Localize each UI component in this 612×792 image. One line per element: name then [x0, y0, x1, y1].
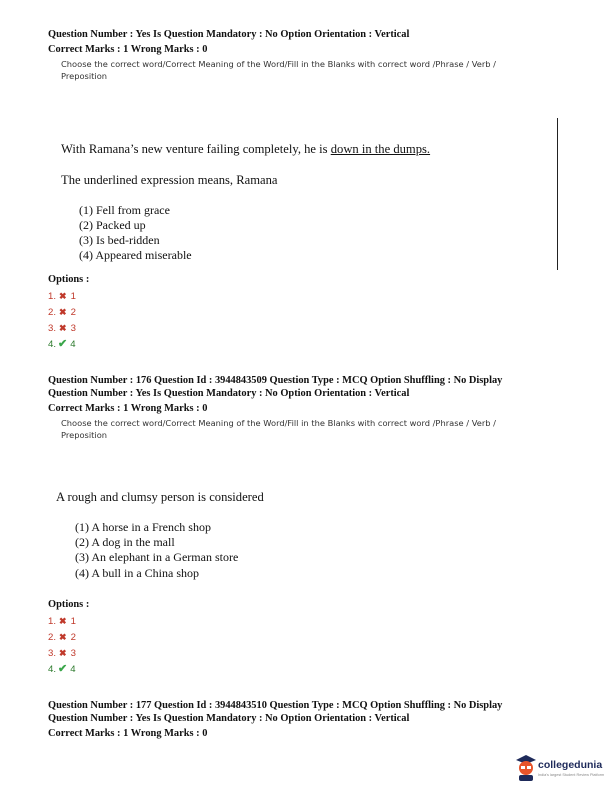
question-meta-line-2: Question Number : Yes Is Question Mandatory : No Option Orientation : Vertical [48, 388, 410, 399]
options-label: Options : [48, 599, 90, 610]
choice-1: (1) A horse in a French shop [75, 520, 211, 534]
choice-1: (1) Fell from grace [79, 203, 170, 217]
cross-icon: ✖ [59, 616, 67, 626]
marks-line: Correct Marks : 1 Wrong Marks : 0 [48, 728, 208, 739]
cross-icon: ✖ [59, 291, 67, 301]
answer-option-3: 3. ✖ 3 [48, 648, 76, 659]
answer-option-2: 2. ✖ 2 [48, 632, 76, 643]
logo-wordmark: collegedunia [538, 759, 603, 771]
answer-option-4: 4. ✔ 4 [48, 663, 76, 675]
answer-option-4: 4. ✔ 4 [48, 338, 76, 350]
cross-icon: ✖ [59, 307, 67, 317]
answer-option-3: 3. ✖ 3 [48, 323, 76, 334]
cross-icon: ✖ [59, 323, 67, 333]
choice-3: (3) Is bed-ridden [79, 233, 160, 247]
check-icon: ✔ [58, 338, 68, 350]
answer-option-1: 1. ✖ 1 [48, 616, 76, 627]
choice-3: (3) An elephant in a German store [75, 550, 239, 564]
marks-line: Correct Marks : 1 Wrong Marks : 0 [48, 403, 208, 414]
question-stem [61, 142, 430, 157]
stem-underlined-text: down in the dumps. [330, 142, 431, 156]
logo-tagline: India's largest Student Review Platform [538, 773, 605, 777]
answer-option-2: 2. ✖ 2 [48, 307, 76, 318]
check-icon: ✔ [58, 663, 68, 675]
question-meta-line: Question Number : Yes Is Question Mandatory : No Option Orientation : Vertical [48, 29, 410, 40]
choice-2: (2) Packed up [79, 218, 146, 232]
question-stem: A rough and clumsy person is considered [56, 490, 264, 504]
options-label: Options : [48, 274, 90, 285]
question-meta-line: Question Number : 176 Question Id : 3944843509 Question Type : MCQ Option Shuffling : No Display [48, 375, 503, 386]
student-mascot-icon [514, 752, 538, 782]
cross-icon: ✖ [59, 632, 67, 642]
choice-2: (2) A dog in the mall [75, 535, 175, 549]
choice-4: (4) Appeared miserable [79, 248, 192, 262]
cross-icon: ✖ [59, 648, 67, 658]
vertical-rule [557, 118, 558, 270]
question-meta-line-2: Question Number : Yes Is Question Mandatory : No Option Orientation : Vertical [48, 713, 410, 724]
question-stem-2: The underlined expression means, Ramana [61, 173, 278, 187]
question-instruction: Choose the correct word/Correct Meaning of the Word/Fill in the Blanks with correct word /Phrase / Verb / Preposition [61, 59, 496, 81]
question-instruction: Choose the correct word/Correct Meaning of the Word/Fill in the Blanks with correct word /Phrase / Verb / Preposition [61, 418, 496, 440]
question-meta-line: Question Number : 177 Question Id : 3944843510 Question Type : MCQ Option Shuffling : No Display [48, 700, 503, 711]
choice-4: (4) A bull in a China shop [75, 566, 199, 580]
answer-option-1: 1. ✖ 1 [48, 291, 76, 302]
stem-text: With Ramana’s new venture failing completely, he is [61, 142, 331, 156]
marks-line: Correct Marks : 1 Wrong Marks : 0 [48, 44, 208, 55]
